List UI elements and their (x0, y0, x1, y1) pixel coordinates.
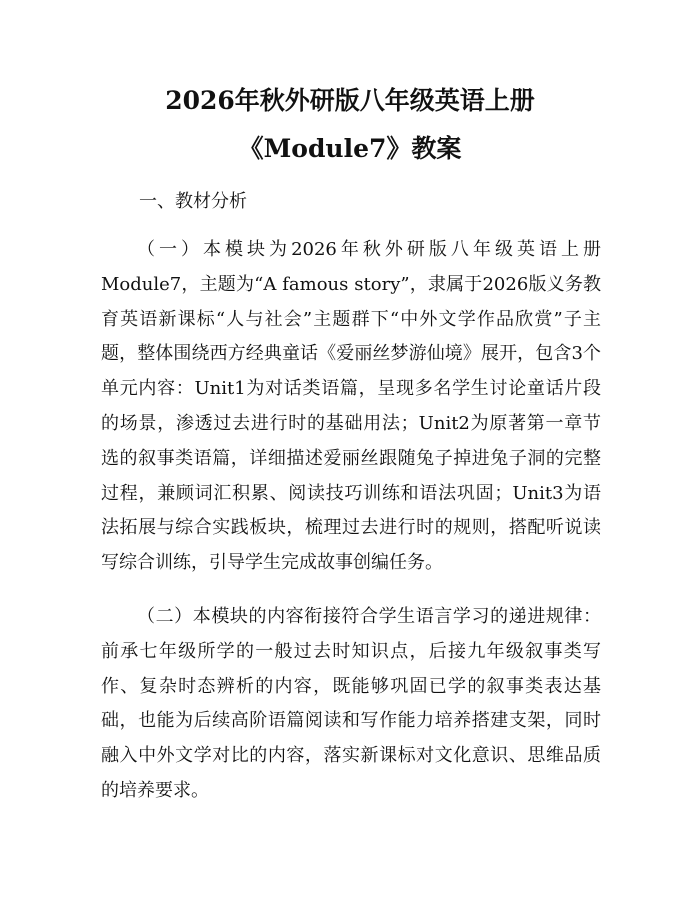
paragraph-1: （一）本模块为2026年秋外研版八年级英语上册Module7，主题为“A famous story”，隶属于2026版义务教育英语新课标“人与社会”主题群下“中外文学作品欣赏”子主题，整体围绕西方经典童话《爱丽丝梦游仙境》展开，包含3个单元内容：Unit1为对话类语篇，呈现多名学生讨论童话片段的场景，渗透过去进行时的基础用法；Unit2为原著第一章节选的叙事类语篇，详细描述爱丽丝跟随兔子掉进兔子洞的完整过程，兼顾词汇积累、阅读技巧训练和语法巩固；Unit3为语法拓展与综合实践板块，梳理过去进行时的规则，搭配听说读写综合训练，引导学生完成故事创编任务。 (101, 239, 601, 574)
section-heading: 一、教材分析 (139, 191, 247, 212)
document-subtitle: 《Module7》教案 (238, 134, 462, 163)
document-title: 2026年秋外研版八年级英语上册 (165, 86, 535, 115)
paragraph-2: （二）本模块的内容衔接符合学生语言学习的递进规律：前承七年级所学的一般过去时知识点，后接九年级叙事类写作、复杂时态辨析的内容，既能够巩固已学的叙事类表达基础，也能为后续高阶语篇阅读和写作能力培养搭建支架，同时融入中外文学对比的内容，落实新课标对文化意识、思维品质的培养要求。 (101, 606, 601, 801)
